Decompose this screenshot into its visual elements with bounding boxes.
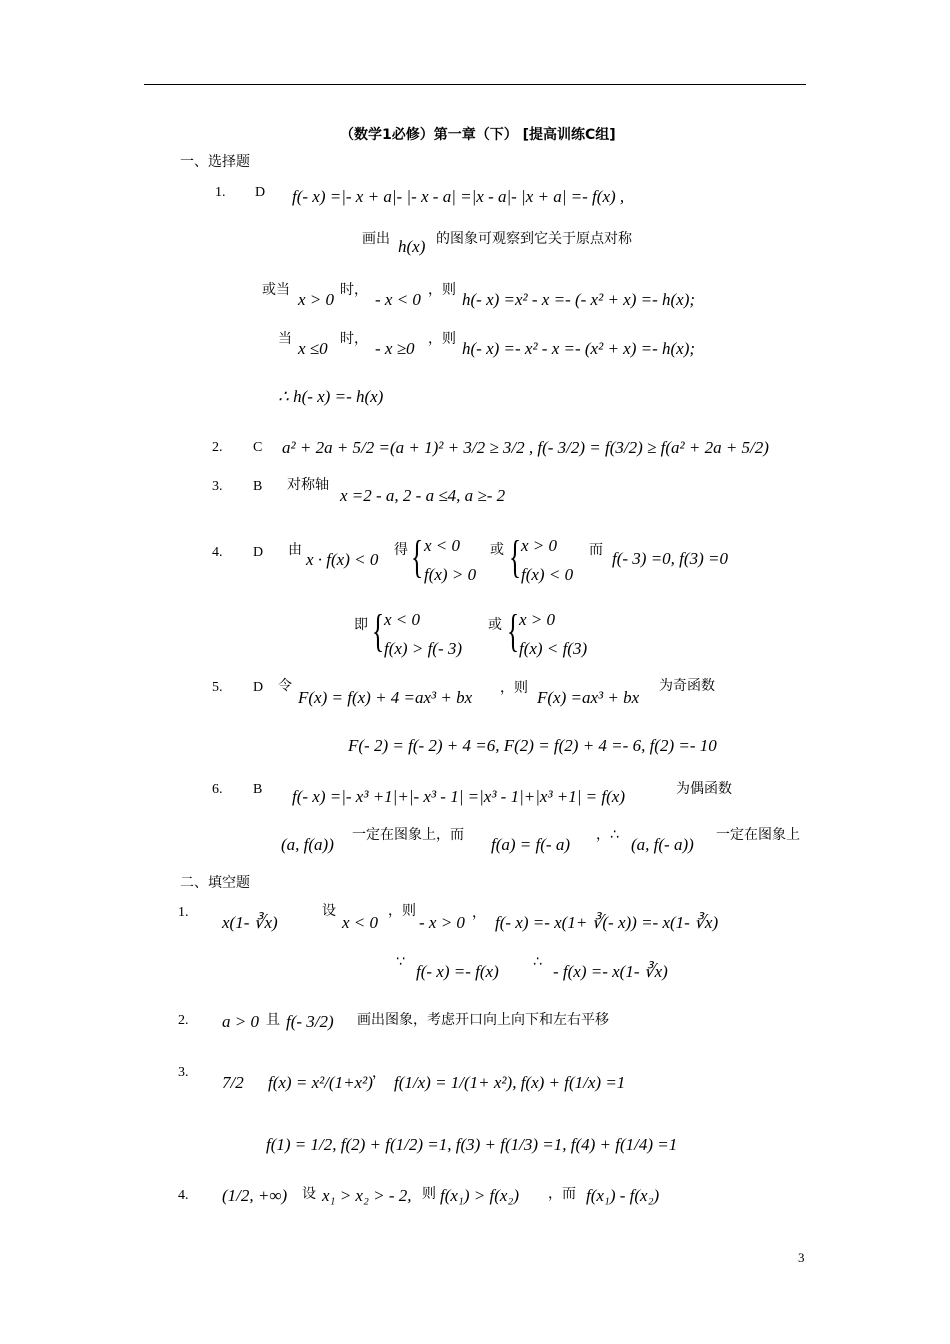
choice-q4-number: 4.: [212, 545, 223, 560]
fill-q1-ze: ，则: [388, 903, 416, 919]
choice-q1-answer: D: [255, 185, 266, 200]
choice-q1-case2-cond: x ≤0: [298, 339, 328, 358]
choice-q4-condition: x · f(x) < 0: [306, 550, 379, 569]
choice-q4-system3-a: x < 0: [384, 610, 421, 629]
fill-q4-ze: 则: [422, 1186, 436, 1202]
choice-q1-case2-negx: - x ≥0: [375, 339, 415, 358]
choice-q6-on-graph: 一定在图象上，而: [352, 827, 464, 843]
choice-q5-def: F(x) = f(x) + 4 =ax³ + bx: [298, 688, 473, 707]
choice-q5-odd: 为奇函数: [659, 678, 715, 694]
fill-q4-diff: f(x₁) - f(x₂): [586, 1186, 660, 1205]
choice-q1-case1-cond: x > 0: [298, 290, 335, 309]
choice-q3-line1: x =2 - a, 2 - a ≤4, a ≥- 2: [340, 486, 506, 505]
choice-q1-conclusion: ∴ h(- x) =- h(x): [278, 387, 384, 406]
fill-q1-because: ∵: [396, 954, 405, 970]
fill-q3-number: 3.: [178, 1065, 189, 1080]
header-rule: [144, 84, 806, 85]
choice-q1-case1-negx: - x < 0: [375, 290, 421, 309]
fill-q1-she: 设: [322, 903, 336, 919]
choice-q1-case1-eq: h(- x) =x² - x =- (- x² + x) =- h(x);: [462, 290, 696, 309]
choice-q4-or2: 或: [488, 617, 502, 633]
choice-q2-number: 2.: [212, 440, 223, 455]
choice-q6-even: 为偶函数: [676, 781, 732, 797]
choice-q5-ling: 令: [278, 678, 292, 694]
fill-q2-answer2: f(- 3/2): [286, 1012, 334, 1031]
fill-q1-cond1: x < 0: [342, 913, 379, 932]
choice-q6-equality: f(a) = f(- a): [491, 835, 570, 854]
choice-q1-case2-shi: 时，: [340, 331, 368, 347]
section-choice-heading: 一、选择题: [180, 154, 250, 170]
choice-q4-system2-a: x > 0: [521, 536, 558, 555]
choice-q5-ze: ，则: [500, 680, 528, 696]
choice-q6-on-graph-2: 一定在图象上: [716, 827, 800, 843]
choice-q1-number: 1.: [215, 185, 226, 200]
fill-q4-number: 4.: [178, 1188, 189, 1203]
choice-q4-system1-a: x < 0: [424, 536, 461, 555]
page-number: 3: [798, 1250, 805, 1265]
choice-q4-brace-1: {: [411, 531, 424, 582]
fill-q2-number: 2.: [178, 1013, 189, 1028]
choice-q3-axis-label: 对称轴: [287, 477, 329, 493]
choice-q4-system4-a: x > 0: [519, 610, 556, 629]
choice-q4-brace-3: {: [372, 605, 385, 656]
choice-q6-therefore: ，∴: [596, 827, 619, 843]
fill-q2-answer: a > 0: [222, 1012, 259, 1031]
fill-q4-ineq: f(x₁) > f(x₂): [440, 1186, 519, 1205]
choice-q1-symmetric-note: 的图象可观察到它关于原点对称: [436, 231, 632, 247]
choice-q4-de: 得: [394, 542, 408, 558]
fill-q2-qie: 且: [266, 1012, 280, 1028]
fill-q4-she: 设: [302, 1186, 316, 1202]
choice-q1-line1: f(- x) =|- x + a|- |- x - a| =|x - a|- |x + a| =- f(x) ,: [292, 187, 625, 206]
choice-q6-line1: f(- x) =|- x³ +1|+|- x³ - 1| =|x³ - 1|+|x³ +1| = f(x): [292, 787, 625, 806]
choice-q4-system4-b: f(x) < f(3): [519, 639, 588, 658]
fill-q3-answer: 7/2: [222, 1073, 244, 1092]
fill-q3-line1: f(1/x) = 1/(1+ x²), f(x) + f(1/x) =1: [394, 1073, 626, 1092]
choice-q2-answer: C: [253, 440, 263, 455]
choice-q6-number: 6.: [212, 782, 223, 797]
choice-q1-case2-eq: h(- x) =- x² - x =- (x² + x) =- h(x);: [462, 339, 696, 358]
section-fill-heading: 二、填空题: [180, 875, 250, 891]
choice-q4-system2-b: f(x) < 0: [521, 565, 574, 584]
choice-q1-case2-label: 当: [278, 331, 292, 347]
choice-q1-case1-ze: ，则: [428, 282, 456, 298]
choice-q4-values: f(- 3) =0, f(3) =0: [612, 549, 728, 568]
choice-q6-answer: B: [253, 782, 263, 797]
choice-q1-case2-ze: ，则: [428, 331, 456, 347]
choice-q4-ji: 即: [354, 617, 368, 633]
fill-q1-eq3: - f(x) =- x(1- ∛x): [553, 962, 668, 981]
choice-q4-er: 而: [589, 542, 603, 558]
fill-q1-eq2: f(- x) =- f(x): [416, 962, 499, 981]
choice-q4-you: 由: [288, 542, 302, 558]
choice-q4-brace-2: {: [509, 531, 522, 582]
fill-q3-comma: ，: [372, 1065, 386, 1081]
fill-q2-note: 画出图象，考虑开口向上向下和左右平移: [357, 1012, 609, 1028]
choice-q4-system3-b: f(x) > f(- 3): [384, 639, 463, 658]
choice-q2-line1: a² + 2a + 5/2 =(a + 1)² + 3/2 ≥ 3/2 , f(- 3/2) = f(3/2) ≥ f(a² + 2a + 5/2): [282, 438, 769, 457]
choice-q5-line2: F(- 2) = f(- 2) + 4 =6, F(2) = f(2) + 4 =- 6, f(2) =- 10: [348, 736, 717, 755]
choice-q4-brace-4: {: [507, 605, 520, 656]
fill-q3-line2: f(1) = 1/2, f(2) + f(1/2) =1, f(3) + f(1/3) =1, f(4) + f(1/4) =1: [266, 1135, 678, 1154]
choice-q6-point1: (a, f(a)): [281, 835, 334, 854]
fill-q1-therefore: ∴: [533, 954, 542, 970]
fill-q1-number: 1.: [178, 905, 189, 920]
choice-q1-case1-label: 或当: [262, 282, 290, 298]
fill-q1-answer: x(1- ∛x): [222, 913, 278, 932]
fill-q1-cond2: - x > 0: [419, 913, 465, 932]
fill-q1-comma: ，: [472, 905, 486, 921]
choice-q6-point2: (a, f(- a)): [631, 835, 694, 854]
choice-q5-answer: D: [253, 680, 264, 695]
page-title: （数学1必修）第一章（下） [提高训练C组]: [340, 127, 616, 143]
choice-q1-h-of-x: h(x): [398, 237, 426, 256]
fill-q4-answer: (1/2, +∞): [222, 1186, 288, 1205]
choice-q1-case1-shi: 时，: [340, 282, 368, 298]
choice-q5-def2: F(x) =ax³ + bx: [537, 688, 640, 707]
choice-q5-number: 5.: [212, 680, 223, 695]
choice-q3-answer: B: [253, 479, 263, 494]
fill-q3-func: f(x) = x²/(1+x²): [268, 1073, 373, 1092]
fill-q4-er: ，而: [548, 1186, 576, 1202]
fill-q4-cond: x₁ > x₂ > - 2,: [322, 1186, 412, 1205]
choice-q4-answer: D: [253, 545, 264, 560]
choice-q4-or: 或: [490, 542, 504, 558]
choice-q1-draw-label: 画出: [362, 231, 390, 247]
choice-q4-system1-b: f(x) > 0: [424, 565, 477, 584]
fill-q1-eq: f(- x) =- x(1+ ∛(- x)) =- x(1- ∛x): [495, 913, 719, 932]
choice-q3-number: 3.: [212, 479, 223, 494]
